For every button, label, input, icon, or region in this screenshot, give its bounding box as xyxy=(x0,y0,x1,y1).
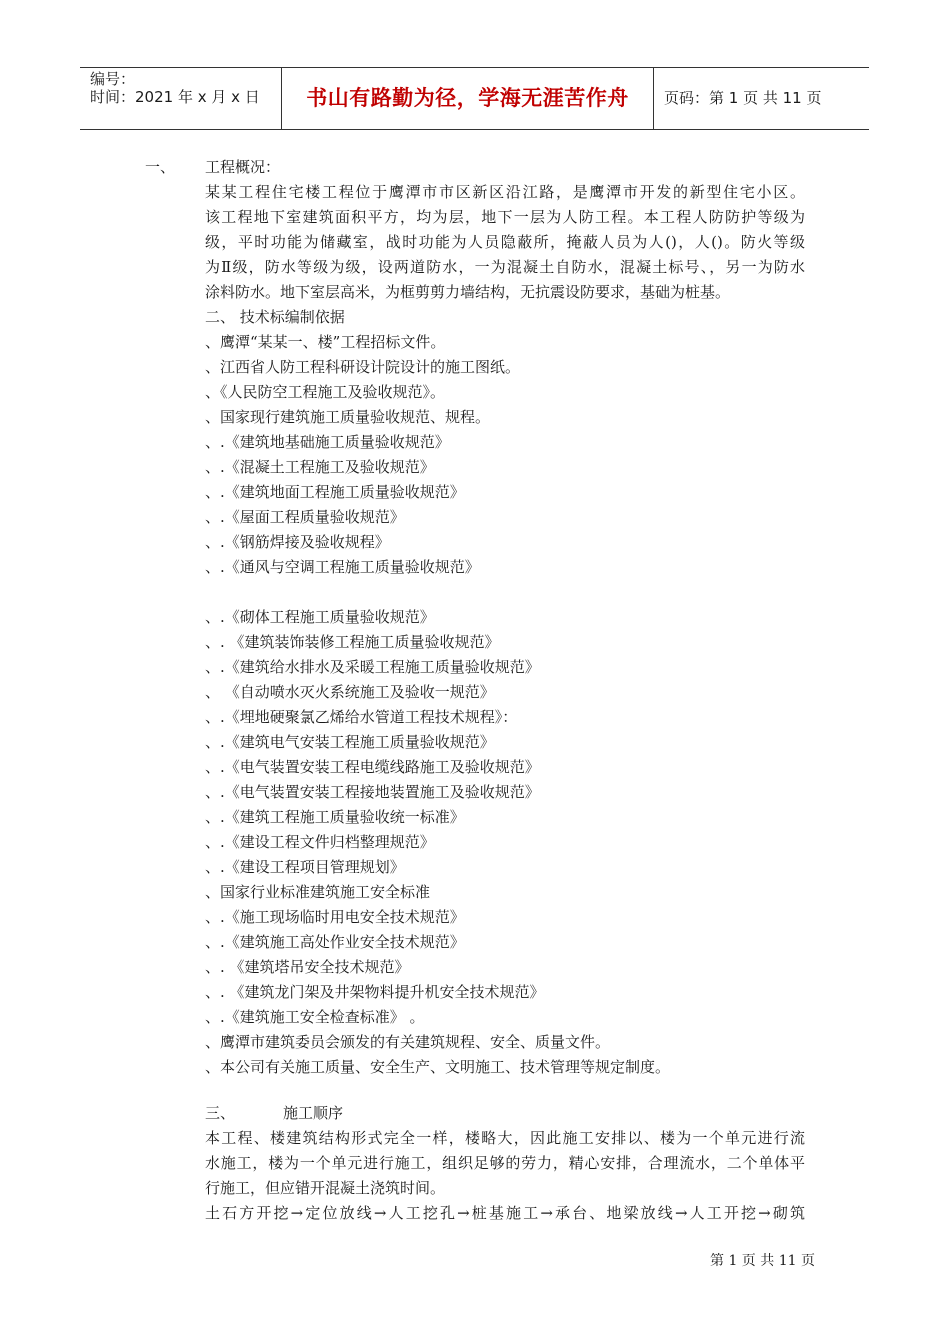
list-item: 、.《埋地硬聚氯乙烯给水管道工程技术规程》： xyxy=(205,708,518,726)
document-date-label: 时间：2021 年 x 月 x 日 xyxy=(90,88,260,106)
list-item: 、.《建筑施工安全检查标准》 。 xyxy=(205,1008,425,1026)
list-item: 、鹰潭市建筑委员会颁发的有关建筑规程、安全、质量文件。 xyxy=(205,1033,611,1051)
list-item: 、 《自动喷水灭火系统施工及验收一规范》 xyxy=(205,683,495,701)
paragraph-line: 水施工，楼为一个单元进行施工，组织足够的劳力，精心安排，合理流水，二个单体平 xyxy=(205,1154,805,1172)
list-item: 、. 《建筑龙门架及井架物料提升机安全技术规范》 xyxy=(205,983,545,1001)
section-2-title: 二、 技术标编制依据 xyxy=(205,308,345,326)
paragraph-line: 行施工，但应错开混凝土浇筑时间。 xyxy=(205,1179,446,1197)
paragraph-line: 该工程地下室建筑面积平方，均为层，地下一层为人防工程。本工程人防防护等级为 xyxy=(205,208,805,226)
list-item: 、.《施工现场临时用电安全技术规范》 xyxy=(205,908,465,926)
header-meta-cell xyxy=(80,68,282,129)
list-item: 、.《屋面工程质量验收规范》 xyxy=(205,508,405,526)
list-item: 、.《建筑电气安装工程施工质量验收规范》 xyxy=(205,733,495,751)
list-item: 、.《建设工程文件归档整理规范》 xyxy=(205,833,435,851)
list-item: 、.《建筑地基础施工质量验收规范》 xyxy=(205,433,450,451)
list-item: 、.《建设工程项目管理规划》 xyxy=(205,858,405,876)
list-item: 、本公司有关施工质量、安全生产、文明施工、技术管理等规定制度。 xyxy=(205,1058,671,1076)
list-item: 、.《建筑地面工程施工质量验收规范》 xyxy=(205,483,465,501)
paragraph-line: 某某工程住宅楼工程位于鹰潭市市区新区沿江路，是鹰潭市开发的新型住宅小区。 xyxy=(205,183,805,201)
list-item: 、.《建筑施工高处作业安全技术规范》 xyxy=(205,933,465,951)
list-item: 、.《砌体工程施工质量验收规范》 xyxy=(205,608,435,626)
list-item: 、.《电气装置安装工程电缆线路施工及验收规范》 xyxy=(205,758,540,776)
list-item: 、《人民防空工程施工及验收规范》。 xyxy=(205,383,446,401)
list-item: 、国家现行建筑施工质量验收规范、规程。 xyxy=(205,408,491,426)
page-header xyxy=(80,67,869,130)
list-item: 、.《建筑给水排水及采暖工程施工质量验收规范》 xyxy=(205,658,540,676)
header-page-info: 页码：第 1 页 共 11 页 xyxy=(664,89,822,107)
section-3-title: 施工顺序 xyxy=(283,1104,344,1122)
list-item: 、.《建筑工程施工质量验收统一标准》 xyxy=(205,808,465,826)
header-motto: 书山有路勤为径，学海无涯苦作舟 xyxy=(282,68,654,129)
list-item: 、.《钢筋焊接及验收规程》 xyxy=(205,533,390,551)
paragraph-line: 土石方开挖→定位放线→人工挖孔→桩基施工→承台、地梁放线→人工开挖→砌筑 xyxy=(205,1204,805,1222)
list-item: 、.《电气装置安装工程接地装置施工及验收规范》 xyxy=(205,783,540,801)
list-item: 、江西省人防工程科研设计院设计的施工图纸。 xyxy=(205,358,521,376)
paragraph-line: 级，平时功能为储藏室，战时功能为人员隐蔽所，掩蔽人员为人()，人()。防火等级 xyxy=(205,233,805,251)
list-item: 、. 《建筑塔吊安全技术规范》 xyxy=(205,958,410,976)
list-item: 、. 《建筑装饰装修工程施工质量验收规范》 xyxy=(205,633,500,651)
section-3-number: 三、 xyxy=(205,1104,236,1122)
list-item: 、.《通风与空调工程施工质量验收规范》 xyxy=(205,558,480,576)
paragraph-line: 涂料防水。地下室层高米，为框剪剪力墙结构，无抗震设防要求，基础为桩基。 xyxy=(205,283,731,301)
section-1-title: 工程概况： xyxy=(205,158,281,176)
paragraph-line: 本工程、楼建筑结构形式完全一样，楼略大，因此施工安排以、楼为一个单元进行流 xyxy=(205,1129,805,1147)
document-number-label: 编号： xyxy=(90,70,136,88)
list-item: 、鹰潭“某某一、楼”工程招标文件。 xyxy=(205,333,446,351)
list-item: 、.《混凝土工程施工及验收规范》 xyxy=(205,458,435,476)
page-footer: 第 1 页 共 11 页 xyxy=(710,1253,815,1269)
paragraph-line: 为Ⅱ级，防水等级为级，设两道防水，一为混凝土自防水，混凝土标号、，另一为防水 xyxy=(205,258,805,276)
list-item: 、国家行业标准建筑施工安全标准 xyxy=(205,883,431,901)
section-1-number: 一、 xyxy=(145,158,176,176)
